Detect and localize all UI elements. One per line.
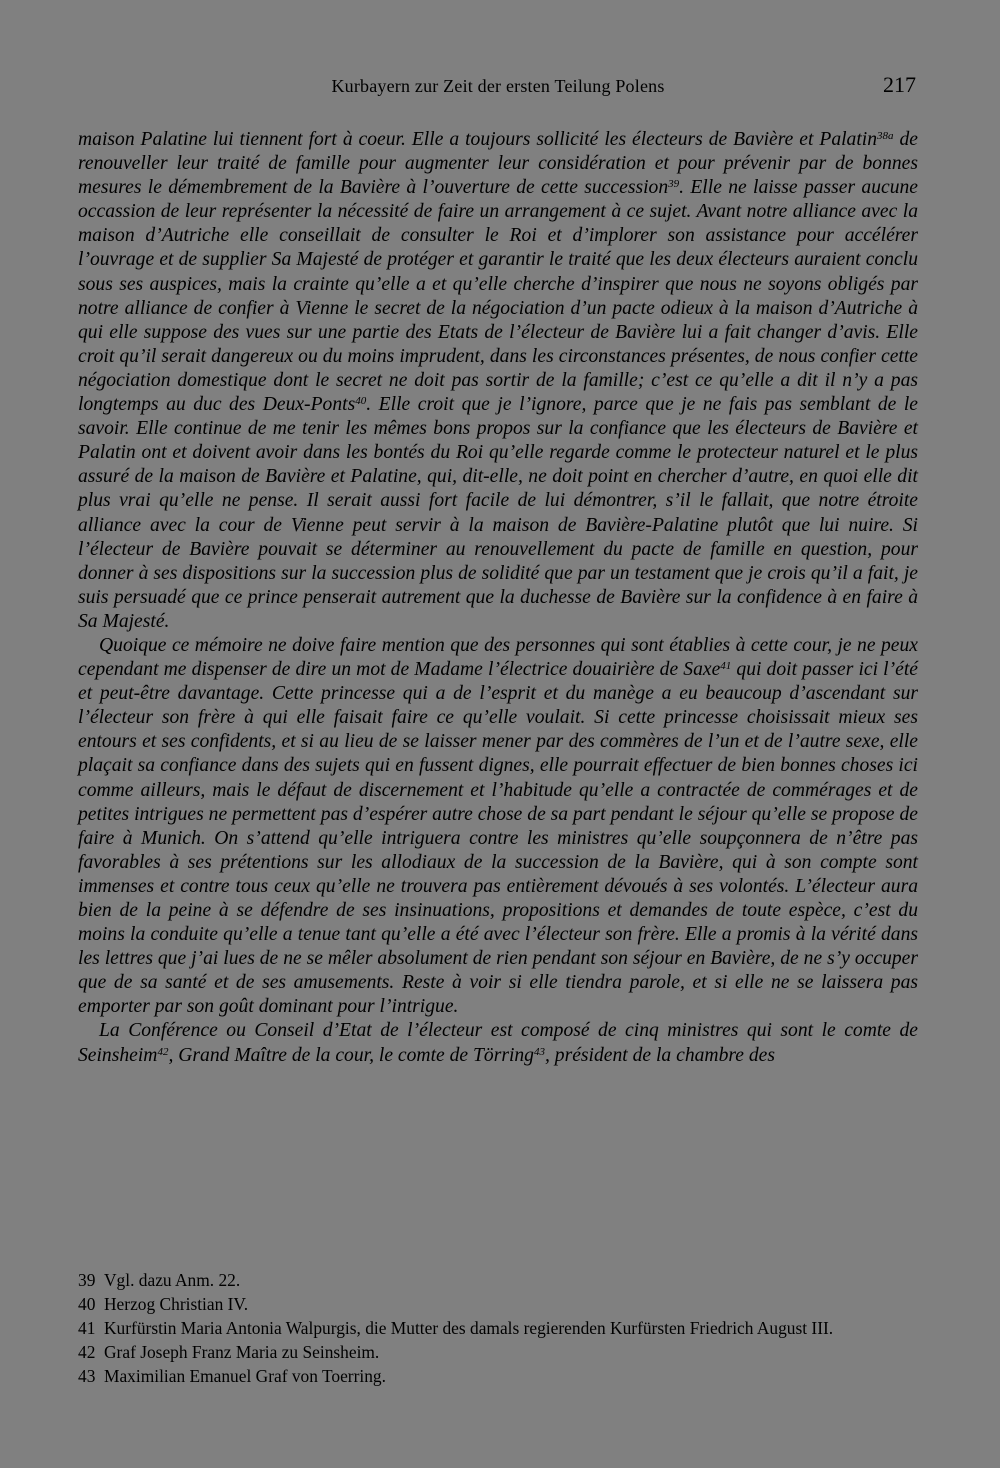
page-number: 217 bbox=[883, 72, 916, 97]
text-run: , Grand Maître de la cour, le comte de Törring bbox=[168, 1044, 534, 1066]
footnote-number: 41 bbox=[78, 1318, 96, 1338]
footnotes bbox=[78, 1268, 918, 1388]
footnote-number: 39 bbox=[78, 1270, 96, 1290]
footnote-text: Vgl. dazu Anm. 22. bbox=[104, 1270, 241, 1290]
footnote-text: Maximilian Emanuel Graf von Toerring. bbox=[104, 1366, 386, 1386]
footnote-text: Graf Joseph Franz Maria zu Seinsheim. bbox=[104, 1342, 380, 1362]
footnote bbox=[78, 1292, 918, 1316]
footnote-ref: 42 bbox=[157, 1045, 169, 1058]
footnote-ref: 38a bbox=[877, 130, 894, 142]
footnote-number: 40 bbox=[78, 1294, 96, 1314]
paragraph-3 bbox=[78, 1019, 918, 1067]
footnote-ref: 43 bbox=[533, 1045, 545, 1058]
text-run: La Conférence ou Conseil d’Etat de l’électeur est composé de cinq ministres qui sont le comte de Seinsheim bbox=[78, 1020, 918, 1066]
footnote-text: Kurfürstin Maria Antonia Walpurgis, die Mutter des damals regierenden Kurfürsten Friedrich August III. bbox=[104, 1318, 834, 1338]
running-title: Kurbayern zur Zeit der ersten Teilung Polens bbox=[331, 76, 665, 96]
footnote bbox=[78, 1268, 918, 1292]
footnote-number: 43 bbox=[78, 1366, 96, 1386]
footnote-number: 42 bbox=[78, 1342, 96, 1362]
text-run: . Elle croit que je l’ignore, parce que je ne fais pas semblant de le savoir. Elle continue de me tenir les mêmes bons propos sur la confiance que les électeurs de Bavière et Palatin ont et doivent avoir dans les bontés du Roi qu’elle regarde comme le protecteur naturel et le plus assuré de la maison de Bavière et Palatine, qui, dit-elle, ne doit point en chercher d’autre, en quoi elle dit plus vrai qu’elle ne pense. Il serait aussi fort facile de lui démontrer, s’il le fallait, que notre étroite alliance avec la cour de Vienne peut servir à la maison de Bavière-Palatine plutôt que lui nuire. Si l’électeur de Bavière pouvait se déterminer au renouvellement du pacte de famille en question, pour donner à ses dispositions sur la succession plus de solidité que par un testament que je crois qu’il a fait, je suis persuadé que ce prince penserait autrement que la duchesse de Bavière sur la confidence à en faire à Sa Majesté. bbox=[78, 394, 918, 632]
running-head bbox=[78, 72, 918, 102]
footnote bbox=[78, 1364, 918, 1388]
text-run: de renouveller leur traité de famille pour augmenter leur considération et pour prévenir par de bonnes mesures le démembrement de la Bavière à l’ouverture de cette succession bbox=[78, 129, 918, 199]
text-run: . Elle ne laisse passer aucune occassion de leur représenter la nécessité de faire un arrangement à ce sujet. Avant notre alliance avec la maison d’Autriche elle conseillait de consulter le Roi et d’implorer son assistance pour accélérer l’ouvrage et de supplier Sa Majesté de protéger et garantir le traité que les deux électeurs auraient conclu sous ses auspices, mais la crainte qu’elle a et qu’elle cherche d’inspirer que nous ne soyons obligés par notre alliance de confier à Vienne le secret de la négociation d’un pacte odieux à la maison d’Autriche à qui elle suppose des vues sur une partie des Etats de l’électeur de Bavière lui a fait changer d’avis. Elle croit qu’il serait dangereux ou du moins imprudent, dans les circonstances présentes, de nous confier cette négociation domestique dont le secret ne doit pas sortir de la famille; c’est ce qu’elle a dit il n’y a pas longtemps au duc des Deux-Ponts bbox=[78, 177, 918, 416]
footnote bbox=[78, 1340, 918, 1364]
footnote bbox=[78, 1316, 918, 1340]
footnote-ref: 40 bbox=[355, 395, 367, 408]
footnote-ref: 41 bbox=[720, 660, 732, 673]
footnote-ref: 39 bbox=[668, 178, 680, 191]
text-run: maison Palatine lui tiennent fort à coeur. Elle a toujours sollicité les électeurs de Bavière et Palatin bbox=[78, 129, 878, 150]
paragraph-1 bbox=[78, 128, 918, 634]
paragraph-2 bbox=[78, 634, 918, 1020]
main-text bbox=[78, 128, 918, 1068]
text-run: Quoique ce mémoire ne doive faire mention que des personnes qui sont établies à cette cour, je ne peux cependant me dispenser de dire un mot de Madame l’électrice douairière de Saxe bbox=[78, 634, 918, 681]
text-run: , président de la chambre des bbox=[544, 1044, 775, 1066]
text-run: qui doit passer ici l’été et peut-être davantage. Cette princesse qui a de l’esprit et du manège a eu beaucoup d’ascendant sur l’électeur son frère à qui elle faisait faire ce qu’elle voulait. Si cette princesse choisissait mieux ses entours et ses confidents, et si au lieu de se laisser mener par des commères de l’un et de l’autre sexe, elle plaçait sa confiance dans des sujets qui en fussent dignes, elle pourrait effectuer de bien bonnes choses ici comme ailleurs, mais le défaut de discernement et l’habitude qu’elle a contractée de commérages et de petites intrigues ne permettent pas d’espérer autre chose de sa part pendant le séjour qu’elle se propose de faire à Munich. On s’attend qu’elle intriguera contre les ministres qu’elle soupçonnera de n’être pas favorables à ses prétentions sur les allodiaux de la succession de la Bavière, qui à son compte sont immenses et contre tous ceux qu’elle ne trouvera pas entièrement dévoués à ses volontés. L’électeur aura bien de la peine à se défendre de ses insinuations, propositions et demandes de toute espèce, c’est du moins la conduite qu’elle a tenue tant qu’elle a été avec l’électeur son frère. Elle a promis à la vérité dans les lettres que j’ai lues de ne se mêler absolument de rien pendant son séjour en Bavière, de ne s’y occuper que de sa santé et de ses amusements. Reste à voir si elle tiendra parole, et si elle ne se laissera pas emporter par son goût dominant pour l’intrigue. bbox=[78, 659, 918, 1018]
footnote-text: Herzog Christian IV. bbox=[104, 1294, 249, 1314]
